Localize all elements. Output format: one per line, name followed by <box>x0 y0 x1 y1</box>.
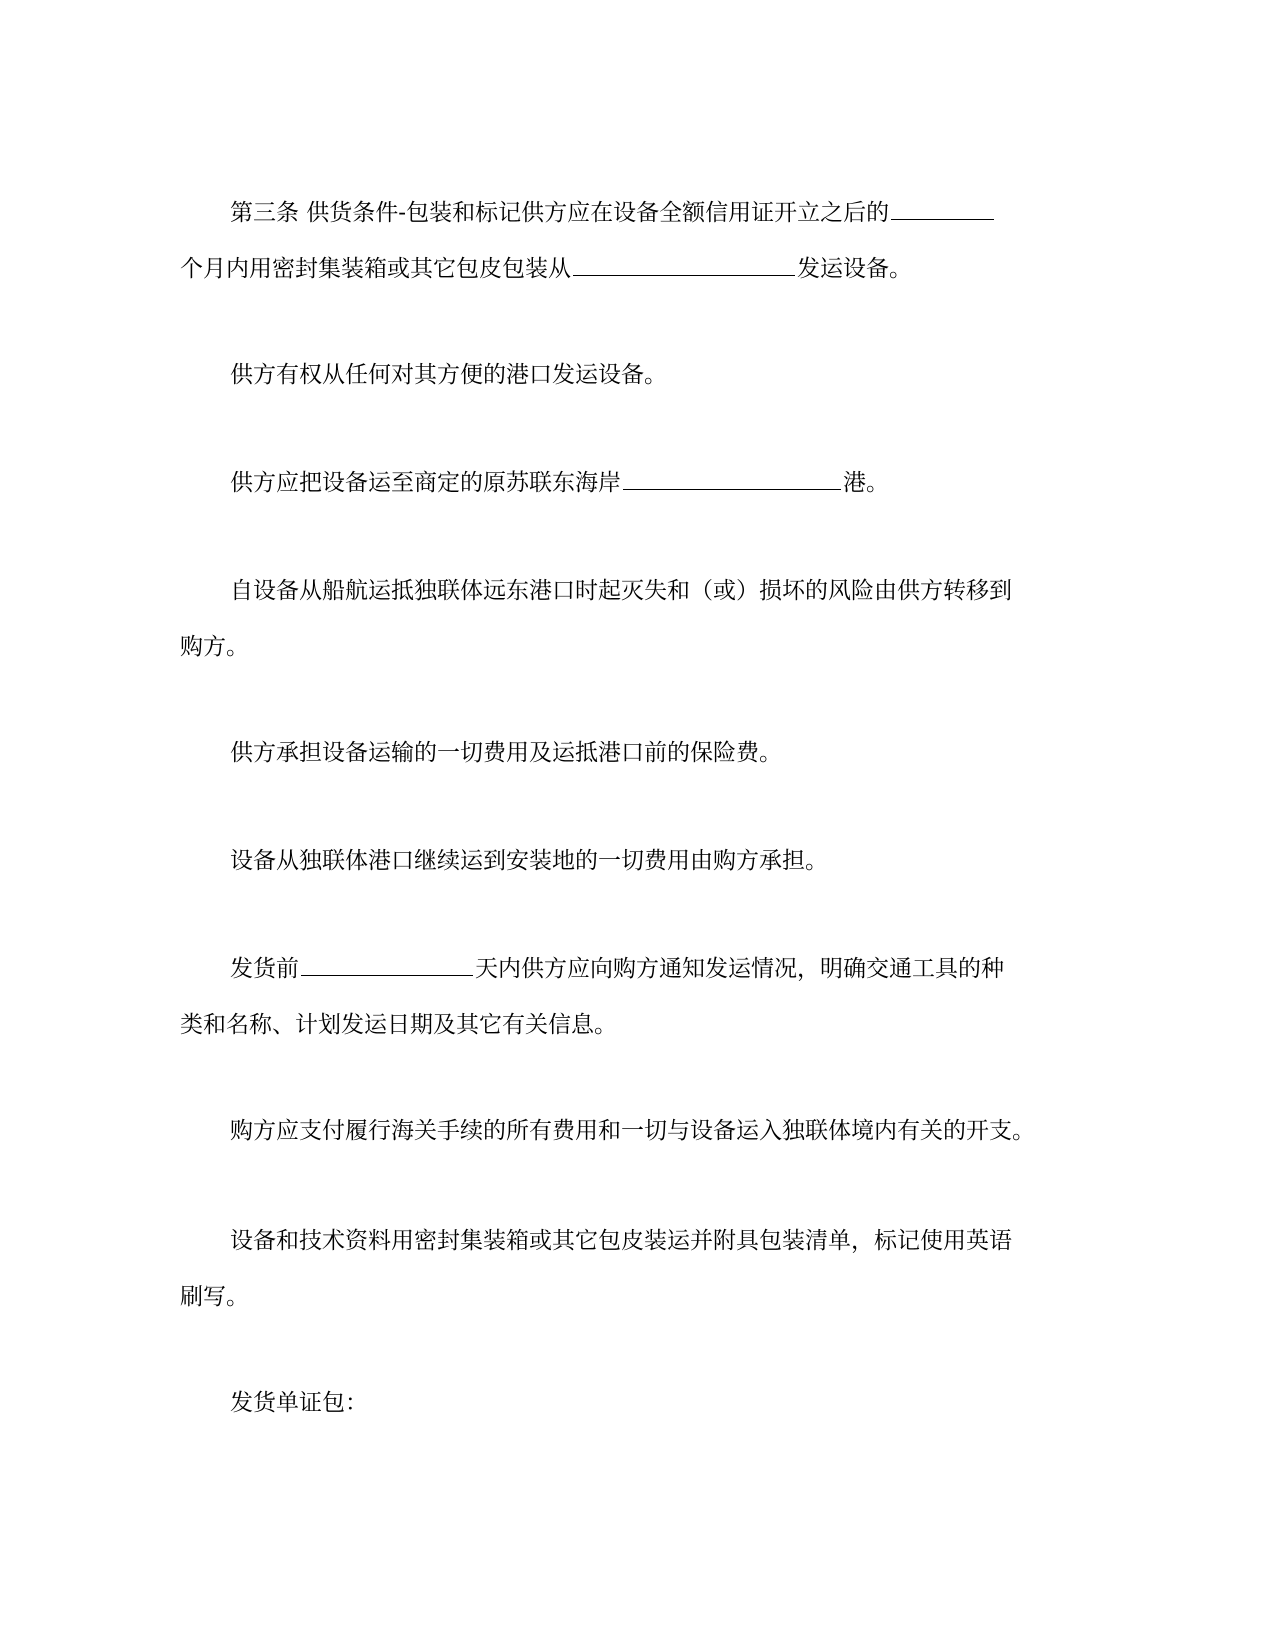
text-segment: 天内供方应向购方通知发运情况，明确交通工具的种 <box>475 956 1004 982</box>
text-segment: 发运设备。 <box>797 256 912 282</box>
paragraph-line <box>180 1375 1080 1431</box>
paragraph-line <box>180 563 1080 619</box>
text-segment: 港。 <box>843 470 889 496</box>
paragraph-customs-fees <box>180 1103 1080 1159</box>
text-segment: 类和名称、计划发运日期及其它有关信息。 <box>180 1012 617 1038</box>
paragraph-risk-transfer <box>180 563 1080 675</box>
text-segment: 发货前 <box>230 956 299 982</box>
paragraph-line <box>180 1103 1080 1159</box>
paragraph-line <box>180 1213 1080 1269</box>
text-segment: 供方承担设备运输的一切费用及运抵港口前的保险费。 <box>230 740 782 766</box>
paragraph-line <box>180 185 1080 241</box>
paragraph-shipping-documents <box>180 1375 1080 1431</box>
paragraph-line <box>180 455 1080 511</box>
text-segment: 购方。 <box>180 634 249 660</box>
paragraph-line <box>180 619 1080 675</box>
paragraph-line <box>180 941 1080 997</box>
paragraph-shipping-notice <box>180 941 1080 1053</box>
paragraph-line <box>180 1269 1080 1325</box>
text-segment: 自设备从船航运抵独联体远东港口时起灭失和（或）损坏的风险由供方转移到 <box>230 578 1012 604</box>
paragraph-onward-cost <box>180 833 1080 889</box>
fill-in-blank <box>623 467 841 490</box>
fill-in-blank <box>301 953 473 976</box>
paragraph-packing <box>180 1213 1080 1325</box>
text-segment: 设备从独联体港口继续运到安装地的一切费用由购方承担。 <box>230 848 828 874</box>
paragraph-line <box>180 241 1080 297</box>
text-segment: 个月内用密封集装箱或其它包皮包装从 <box>180 256 571 282</box>
paragraph-transport-cost <box>180 725 1080 781</box>
text-segment: 刷写。 <box>180 1284 249 1310</box>
fill-in-blank <box>573 253 795 276</box>
paragraph-line <box>180 725 1080 781</box>
fill-in-blank <box>891 197 994 220</box>
text-segment: 第三条 供货条件-包装和标记供方应在设备全额信用证开立之后的 <box>230 200 890 226</box>
paragraph-destination-port <box>180 455 1080 511</box>
paragraph-line <box>180 833 1080 889</box>
text-segment: 供方应把设备运至商定的原苏联东海岸 <box>230 470 621 496</box>
paragraph-line <box>180 347 1080 403</box>
text-segment: 发货单证包： <box>230 1390 368 1416</box>
text-segment: 设备和技术资料用密封集装箱或其它包皮装运并附具包装清单，标记使用英语 <box>230 1228 1012 1254</box>
paragraph-article-3 <box>180 185 1080 297</box>
paragraph-shipping-port <box>180 347 1080 403</box>
paragraph-line <box>180 997 1080 1053</box>
text-segment: 供方有权从任何对其方便的港口发运设备。 <box>230 362 667 388</box>
text-segment: 购方应支付履行海关手续的所有费用和一切与设备运入独联体境内有关的开支。 <box>230 1118 1035 1144</box>
